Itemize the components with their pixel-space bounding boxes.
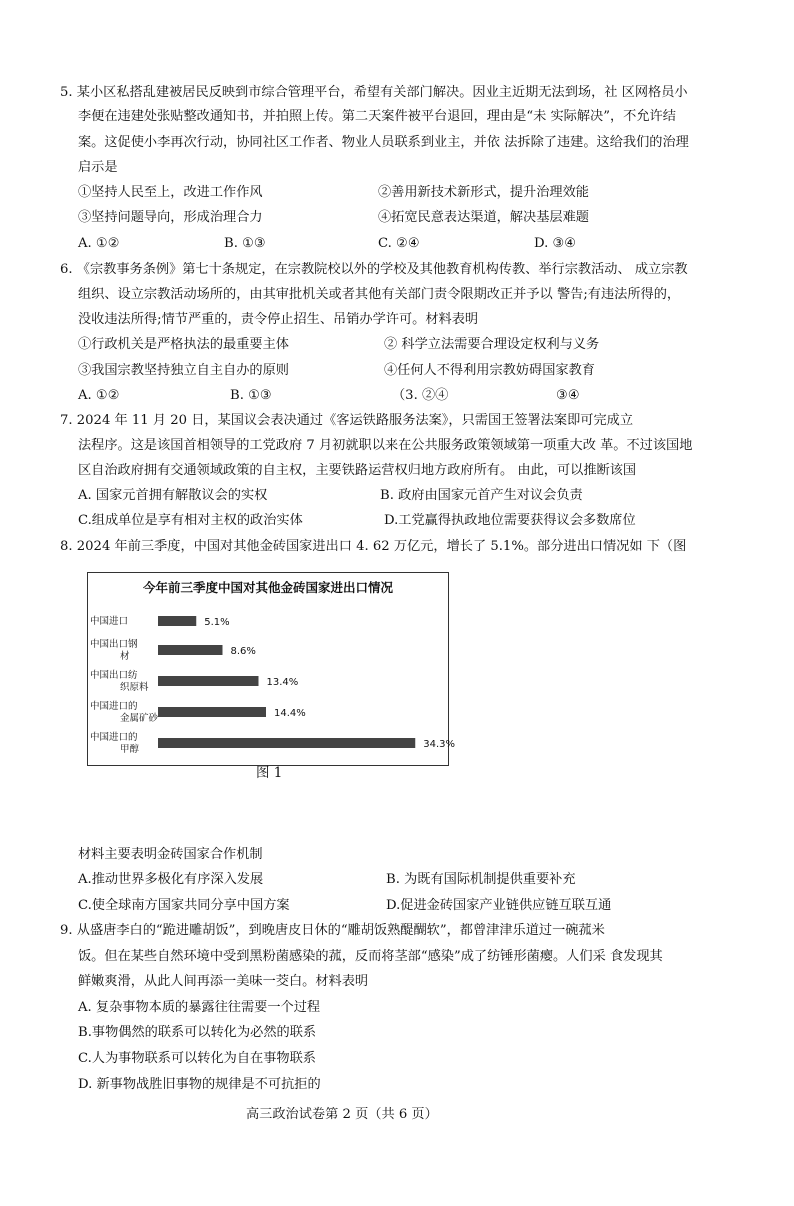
data-bar — [158, 707, 266, 717]
q6-choice-c: （3. ②④ — [392, 388, 449, 403]
q5-statement-2: ②善用新技术新形式，提升治理效能 — [378, 185, 589, 200]
category-label: 中国出口钢材 — [90, 639, 138, 662]
q6-choice-a: A. ①② — [78, 388, 120, 403]
q9-choice-b: B.事物偶然的联系可以转化为必然的联系 — [78, 1025, 317, 1040]
q5-statement-4: ④拓宽民意表达渠道，解决基层难题 — [378, 210, 589, 225]
q9-line-3: 鲜嫩爽滑，从此人间再添一美味一茭白。材料表明 — [78, 974, 369, 989]
q6-statement-2: ② 科学立法需要合理设定权利与义务 — [384, 337, 600, 352]
category-label: 中国出口纺织原料 — [90, 670, 149, 693]
q6-statement-3: ③我国宗教坚持独立自主自办的原则 — [78, 363, 289, 378]
q7-line-1: 7. 2024 年 11 月 20 日，某国议会表决通过《客运铁路服务法案》，只需国王签署法案即可完成立 — [60, 413, 634, 428]
data-bar — [158, 616, 196, 626]
q8-stem: 材料主要表明金砖国家合作机制 — [78, 847, 263, 862]
q8-choice-c: C.使全球南方国家共同分享中国方案 — [78, 898, 290, 913]
q5-statement-3: ③坚持问题导向，形成治理合力 — [78, 210, 263, 225]
value-label: 13.4% — [266, 677, 299, 688]
q5-line-3: 案。这促使小李再次行动，协同社区工作者、物业人员联系到业主，并依 法拆除了违建。这给我们的治理 — [78, 135, 689, 150]
chart-title: 今年前三季度中国对其他金砖国家进出口情况 — [142, 580, 394, 595]
q7-choice-c: C.组成单位是享有相对主权的政治实体 — [78, 513, 303, 528]
q9-choice-c: C.人为事物联系可以转化为自在事物联系 — [78, 1051, 316, 1066]
data-bar — [158, 645, 223, 655]
q5-line-1: 5. 某小区私搭乱建被居民反映到市综合管理平台，希望有关部门解决。因业主近期无法到场，社 区网格员小 — [60, 85, 688, 100]
q9-line-1: 9. 从盛唐李白的“跪进雕胡饭”，到晚唐皮日休的“雕胡饭熟醍醐软”，都曾津津乐道过一碗菰米 — [60, 923, 605, 938]
q5-line-2: 李便在违建处张贴整改通知书，并拍照上传。第二天案件被平台退回，理由是“未 实际解决”，不允许结 — [78, 109, 676, 124]
q7-line-3: 区自治政府拥有交通领域政策的自主权，主要铁路运营权归地方政府所有。 由此，可以推断该国 — [78, 463, 637, 478]
q9-line-2: 饭。但在某些自然环境中受到黑粉菌感染的菰，反而将茎部“感染”成了纺锤形菌瘿。人们采 食发现其 — [78, 949, 663, 964]
category-label: 中国进口 — [90, 616, 129, 627]
q5-statement-1: ①坚持人民至上，改进工作作风 — [78, 185, 263, 200]
q7-choice-b: B. 政府由国家元首产生对议会负责 — [380, 488, 583, 503]
q5-choice-a: A. ①② — [78, 236, 120, 251]
q8-choice-d: D.促进金砖国家产业链供应链互联互通 — [386, 898, 612, 913]
q6-line-1: 6. 《宗教事务条例》第七十条规定，在宗教院校以外的学校及其他教育机构传教、举行宗教活动、 成立宗教 — [60, 262, 688, 277]
figure-label: 图 1 — [256, 765, 283, 781]
q9-choice-d: D. 新事物战胜旧事物的规律是不可抗拒的 — [78, 1077, 321, 1092]
q8-choice-b: B. 为既有国际机制提供重要补充 — [386, 872, 576, 887]
bar-chart — [88, 573, 456, 765]
q5-choice-c: C. ②④ — [378, 236, 420, 251]
value-label: 34.3% — [423, 739, 456, 750]
q6-line-2: 组织、设立宗教活动场所的，由其审批机关或者其他有关部门责令限期改正并予以 警告;有违法所得的， — [78, 287, 681, 302]
page-footer: 高三政治试卷第 2 页（共 6 页） — [246, 1107, 438, 1122]
q8-choice-a: A.推动世界多极化有序深入发展 — [78, 872, 264, 887]
q5-line-4: 启示是 — [78, 160, 118, 175]
q7-choice-d: D.工党赢得执政地位需要获得议会多数席位 — [384, 513, 636, 528]
q6-statement-1: ①行政机关是严格执法的最重要主体 — [78, 337, 289, 352]
q9-choice-a: A. 复杂事物本质的暴露往往需要一个过程 — [78, 1000, 321, 1015]
value-label: 5.1% — [204, 617, 230, 628]
data-bar — [158, 676, 259, 686]
q7-line-2: 法程序。这是该国首相领导的工党政府 7 月初就职以来在公共服务政策领域第一项重大改 革。不过该国地 — [78, 438, 693, 453]
q6-line-3: 没收违法所得;情节严重的，责令停止招生、吊销办学许可。材料表明 — [78, 312, 479, 327]
q6-choice-b: B. ①③ — [230, 388, 272, 403]
q6-choice-d: ③④ — [556, 388, 580, 403]
q5-choice-d: D. ③④ — [534, 236, 577, 251]
value-label: 14.4% — [274, 708, 306, 719]
category-label: 中国进口的金属矿砂 — [90, 701, 159, 724]
category-label: 中国进口的甲醇 — [90, 732, 140, 755]
data-bar — [158, 738, 415, 748]
bar-chart-figure — [87, 572, 456, 766]
value-label: 8.6% — [230, 646, 256, 657]
q8-line-1: 8. 2024 年前三季度，中国对其他金砖国家进出口 4. 62 万亿元，增长了 5.1%。部分进出口情况如 下（图 — [60, 539, 687, 554]
q7-choice-a: A. 国家元首拥有解散议会的实权 — [78, 488, 268, 503]
q6-statement-4: ④任何人不得利用宗教妨碍国家教育 — [384, 363, 595, 378]
q5-choice-b: B. ①③ — [224, 236, 266, 251]
